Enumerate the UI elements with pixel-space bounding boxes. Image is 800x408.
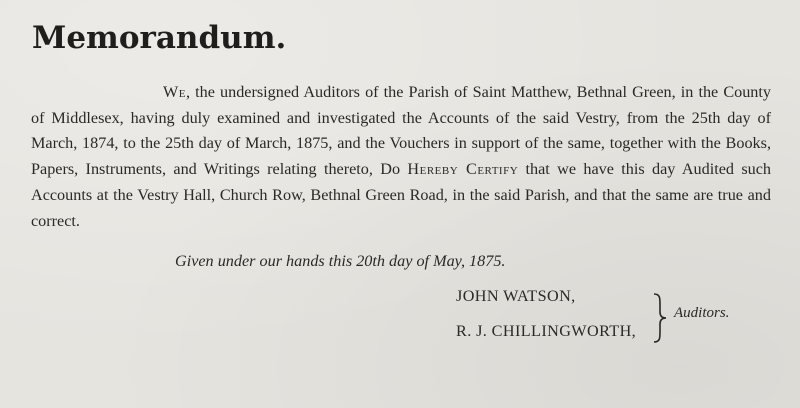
signatory-john-watson: JOHN WATSON, [456, 287, 576, 305]
given-under-hands-line: Given under our hands this 20th day of May, 1875. [175, 252, 506, 270]
paragraph-text-after-certify: that we have this day Audited such Accounts at the Vestry Hall, Church Row, Bethnal Green Road, in the said Parish, and that the same are true and correct. [31, 160, 771, 230]
signatory-chillingworth: R. J. CHILLINGWORTH, [456, 322, 637, 340]
paragraph-text-before-certify: , the undersigned Auditors of the Parish of Saint Matthew, Bethnal Green, in the County of Middlesex, having duly examined and investigated the Accounts of the said Vestry, from the 25th day of March, 1874, to the 25th day of March, 1875, and the Vouchers in support of the same, together with the Books, Papers, Instruments, and Writings relating thereto, Do [31, 83, 771, 179]
opening-word: We [163, 83, 186, 101]
curly-brace-icon [650, 292, 670, 344]
certify-phrase: Hereby Certify [407, 160, 519, 179]
auditors-label: Auditors. [674, 305, 730, 321]
memorandum-heading: Memorandum. [32, 20, 287, 56]
certification-paragraph [31, 80, 771, 234]
